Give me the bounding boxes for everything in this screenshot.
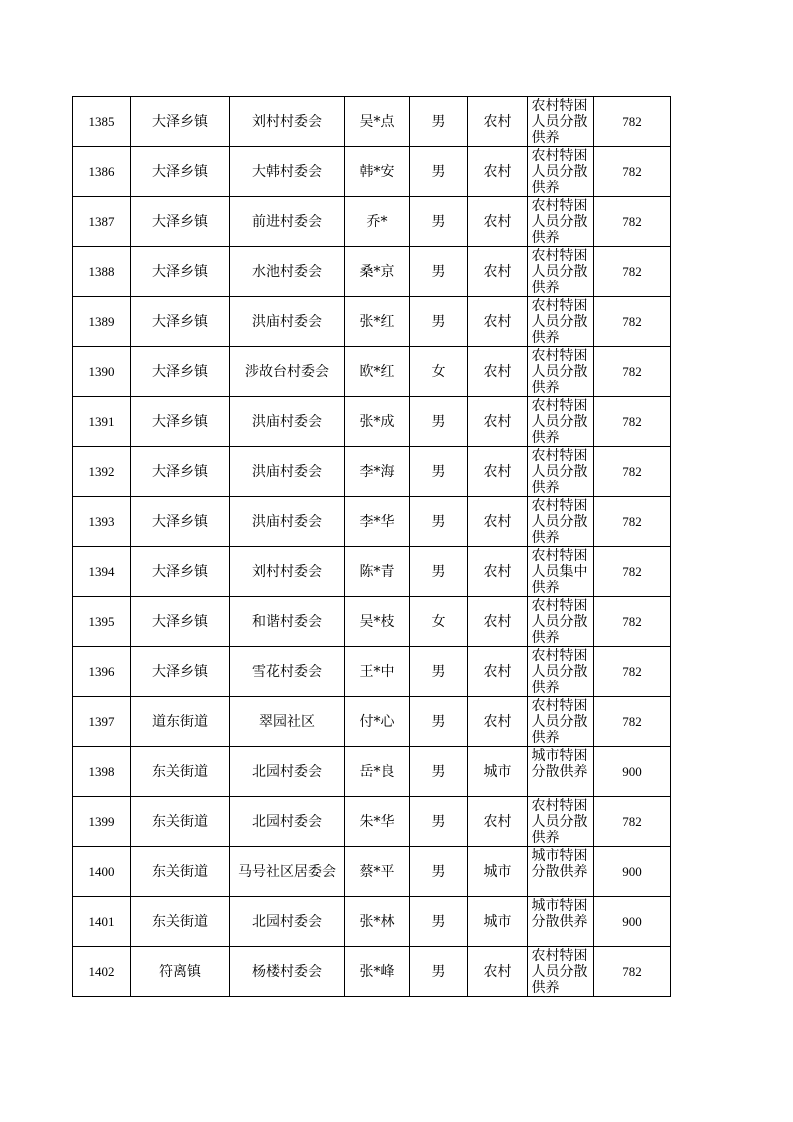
table-row [73, 947, 671, 997]
cell-gender: 男 [410, 847, 468, 897]
cell-recipient-name: 吴*点 [345, 97, 410, 147]
support-category-text: 农村特困人员分散供养 [531, 348, 588, 395]
cell-village-committee: 前进村委会 [230, 197, 345, 247]
cell-area-type: 农村 [468, 697, 528, 747]
support-category-text: 农村特困人员分散供养 [531, 398, 588, 445]
cell-amount: 782 [594, 797, 671, 847]
support-category-text: 农村特困人员集中供养 [531, 548, 588, 595]
cell-township: 道东街道 [131, 697, 230, 747]
cell-serial-number: 1398 [73, 747, 131, 797]
cell-area-type: 农村 [468, 397, 528, 447]
cell-support-category [528, 547, 594, 597]
cell-support-category [528, 647, 594, 697]
cell-gender: 男 [410, 297, 468, 347]
table-row [73, 797, 671, 847]
cell-village-committee: 北园村委会 [230, 897, 345, 947]
cell-amount: 782 [594, 147, 671, 197]
cell-area-type: 农村 [468, 947, 528, 997]
cell-village-committee: 洪庙村委会 [230, 297, 345, 347]
cell-gender: 男 [410, 497, 468, 547]
table-body [73, 97, 671, 997]
cell-amount: 782 [594, 447, 671, 497]
cell-township: 大泽乡镇 [131, 247, 230, 297]
cell-township: 大泽乡镇 [131, 497, 230, 547]
cell-village-committee: 大韩村委会 [230, 147, 345, 197]
cell-serial-number: 1388 [73, 247, 131, 297]
cell-township: 大泽乡镇 [131, 97, 230, 147]
cell-amount: 782 [594, 197, 671, 247]
cell-area-type: 农村 [468, 497, 528, 547]
cell-support-category [528, 947, 594, 997]
cell-amount: 782 [594, 647, 671, 697]
cell-amount: 782 [594, 597, 671, 647]
cell-serial-number: 1396 [73, 647, 131, 697]
cell-township: 大泽乡镇 [131, 647, 230, 697]
support-category-text: 农村特困人员分散供养 [531, 298, 588, 345]
cell-support-category [528, 297, 594, 347]
table-row [73, 297, 671, 347]
cell-recipient-name: 张*红 [345, 297, 410, 347]
cell-village-committee: 刘村村委会 [230, 97, 345, 147]
cell-area-type: 农村 [468, 647, 528, 697]
cell-recipient-name: 张*峰 [345, 947, 410, 997]
support-category-text: 农村特困人员分散供养 [531, 498, 588, 545]
cell-gender: 男 [410, 147, 468, 197]
cell-gender: 男 [410, 447, 468, 497]
table-row [73, 397, 671, 447]
table-row [73, 97, 671, 147]
cell-serial-number: 1393 [73, 497, 131, 547]
cell-gender: 男 [410, 647, 468, 697]
cell-village-committee: 北园村委会 [230, 797, 345, 847]
cell-township: 大泽乡镇 [131, 297, 230, 347]
table-row [73, 697, 671, 747]
cell-serial-number: 1395 [73, 597, 131, 647]
cell-support-category [528, 597, 594, 647]
cell-amount: 782 [594, 297, 671, 347]
cell-area-type: 农村 [468, 547, 528, 597]
cell-amount: 900 [594, 847, 671, 897]
cell-village-committee: 雪花村委会 [230, 647, 345, 697]
cell-amount: 782 [594, 347, 671, 397]
cell-gender: 男 [410, 97, 468, 147]
cell-recipient-name: 王*中 [345, 647, 410, 697]
cell-amount: 782 [594, 497, 671, 547]
cell-township: 东关街道 [131, 897, 230, 947]
cell-gender: 男 [410, 797, 468, 847]
cell-recipient-name: 乔* [345, 197, 410, 247]
cell-township: 大泽乡镇 [131, 197, 230, 247]
cell-support-category [528, 247, 594, 297]
cell-area-type: 农村 [468, 447, 528, 497]
cell-amount: 900 [594, 897, 671, 947]
cell-recipient-name: 陈*青 [345, 547, 410, 597]
cell-gender: 男 [410, 547, 468, 597]
cell-amount: 782 [594, 697, 671, 747]
cell-recipient-name: 吴*枝 [345, 597, 410, 647]
cell-serial-number: 1391 [73, 397, 131, 447]
cell-recipient-name: 张*成 [345, 397, 410, 447]
cell-serial-number: 1401 [73, 897, 131, 947]
support-category-text: 农村特困人员分散供养 [531, 198, 588, 245]
cell-support-category [528, 797, 594, 847]
support-category-text: 农村特困人员分散供养 [531, 448, 588, 495]
cell-support-category [528, 747, 594, 797]
cell-area-type: 城市 [468, 847, 528, 897]
cell-gender: 女 [410, 347, 468, 397]
cell-village-committee: 涉故台村委会 [230, 347, 345, 397]
cell-amount: 782 [594, 947, 671, 997]
support-category-text: 农村特困人员分散供养 [531, 698, 588, 745]
cell-serial-number: 1400 [73, 847, 131, 897]
cell-area-type: 农村 [468, 247, 528, 297]
cell-township: 大泽乡镇 [131, 547, 230, 597]
table-row [73, 197, 671, 247]
support-category-text: 城市特困分散供养 [531, 898, 588, 930]
cell-serial-number: 1387 [73, 197, 131, 247]
cell-area-type: 农村 [468, 147, 528, 197]
cell-recipient-name: 桑*京 [345, 247, 410, 297]
cell-gender: 男 [410, 747, 468, 797]
support-category-text: 农村特困人员分散供养 [531, 798, 588, 845]
cell-area-type: 农村 [468, 597, 528, 647]
cell-serial-number: 1392 [73, 447, 131, 497]
cell-village-committee: 洪庙村委会 [230, 397, 345, 447]
cell-area-type: 农村 [468, 347, 528, 397]
cell-amount: 782 [594, 547, 671, 597]
cell-recipient-name: 朱*华 [345, 797, 410, 847]
table-row [73, 547, 671, 597]
cell-support-category [528, 197, 594, 247]
table-row [73, 747, 671, 797]
cell-support-category [528, 447, 594, 497]
cell-village-committee: 和谐村委会 [230, 597, 345, 647]
support-category-text: 农村特困人员分散供养 [531, 598, 588, 645]
table-row [73, 147, 671, 197]
cell-support-category [528, 397, 594, 447]
cell-village-committee: 翠园社区 [230, 697, 345, 747]
cell-township: 大泽乡镇 [131, 147, 230, 197]
cell-area-type: 农村 [468, 97, 528, 147]
cell-township: 大泽乡镇 [131, 447, 230, 497]
cell-recipient-name: 张*林 [345, 897, 410, 947]
cell-village-committee: 马号社区居委会 [230, 847, 345, 897]
cell-support-category [528, 847, 594, 897]
cell-area-type: 城市 [468, 897, 528, 947]
support-category-text: 农村特困人员分散供养 [531, 248, 588, 295]
cell-recipient-name: 欧*红 [345, 347, 410, 397]
cell-township: 东关街道 [131, 847, 230, 897]
cell-gender: 男 [410, 397, 468, 447]
cell-serial-number: 1402 [73, 947, 131, 997]
cell-support-category [528, 147, 594, 197]
cell-township: 大泽乡镇 [131, 597, 230, 647]
cell-village-committee: 刘村村委会 [230, 547, 345, 597]
support-category-text: 农村特困人员分散供养 [531, 98, 588, 145]
cell-serial-number: 1390 [73, 347, 131, 397]
cell-amount: 900 [594, 747, 671, 797]
cell-area-type: 农村 [468, 197, 528, 247]
cell-gender: 男 [410, 697, 468, 747]
table-row [73, 447, 671, 497]
cell-gender: 男 [410, 197, 468, 247]
cell-village-committee: 洪庙村委会 [230, 497, 345, 547]
cell-amount: 782 [594, 97, 671, 147]
cell-village-committee: 水池村委会 [230, 247, 345, 297]
cell-support-category [528, 697, 594, 747]
support-category-text: 农村特困人员分散供养 [531, 648, 588, 695]
cell-township: 东关街道 [131, 747, 230, 797]
table-row [73, 847, 671, 897]
cell-support-category [528, 497, 594, 547]
cell-serial-number: 1399 [73, 797, 131, 847]
cell-township: 大泽乡镇 [131, 397, 230, 447]
cell-recipient-name: 付*心 [345, 697, 410, 747]
cell-gender: 男 [410, 897, 468, 947]
cell-support-category [528, 347, 594, 397]
cell-township: 东关街道 [131, 797, 230, 847]
cell-area-type: 城市 [468, 747, 528, 797]
support-category-text: 农村特困人员分散供养 [531, 148, 588, 195]
cell-support-category [528, 897, 594, 947]
table-row [73, 647, 671, 697]
cell-village-committee: 杨楼村委会 [230, 947, 345, 997]
cell-gender: 男 [410, 247, 468, 297]
cell-serial-number: 1397 [73, 697, 131, 747]
cell-area-type: 农村 [468, 797, 528, 847]
support-category-text: 城市特困分散供养 [531, 848, 588, 880]
cell-area-type: 农村 [468, 297, 528, 347]
relief-recipient-table [72, 96, 671, 997]
cell-serial-number: 1385 [73, 97, 131, 147]
cell-serial-number: 1386 [73, 147, 131, 197]
cell-recipient-name: 李*海 [345, 447, 410, 497]
cell-recipient-name: 岳*良 [345, 747, 410, 797]
cell-recipient-name: 韩*安 [345, 147, 410, 197]
cell-gender: 男 [410, 947, 468, 997]
table-row [73, 347, 671, 397]
support-category-text: 农村特困人员分散供养 [531, 948, 588, 995]
cell-recipient-name: 李*华 [345, 497, 410, 547]
cell-serial-number: 1389 [73, 297, 131, 347]
table-row [73, 597, 671, 647]
table-row [73, 247, 671, 297]
cell-township: 大泽乡镇 [131, 347, 230, 397]
cell-support-category [528, 97, 594, 147]
table-row [73, 497, 671, 547]
cell-gender: 女 [410, 597, 468, 647]
cell-serial-number: 1394 [73, 547, 131, 597]
cell-amount: 782 [594, 247, 671, 297]
table-row [73, 897, 671, 947]
cell-township: 符离镇 [131, 947, 230, 997]
cell-recipient-name: 蔡*平 [345, 847, 410, 897]
cell-village-committee: 北园村委会 [230, 747, 345, 797]
support-category-text: 城市特困分散供养 [531, 748, 588, 780]
cell-amount: 782 [594, 397, 671, 447]
cell-village-committee: 洪庙村委会 [230, 447, 345, 497]
